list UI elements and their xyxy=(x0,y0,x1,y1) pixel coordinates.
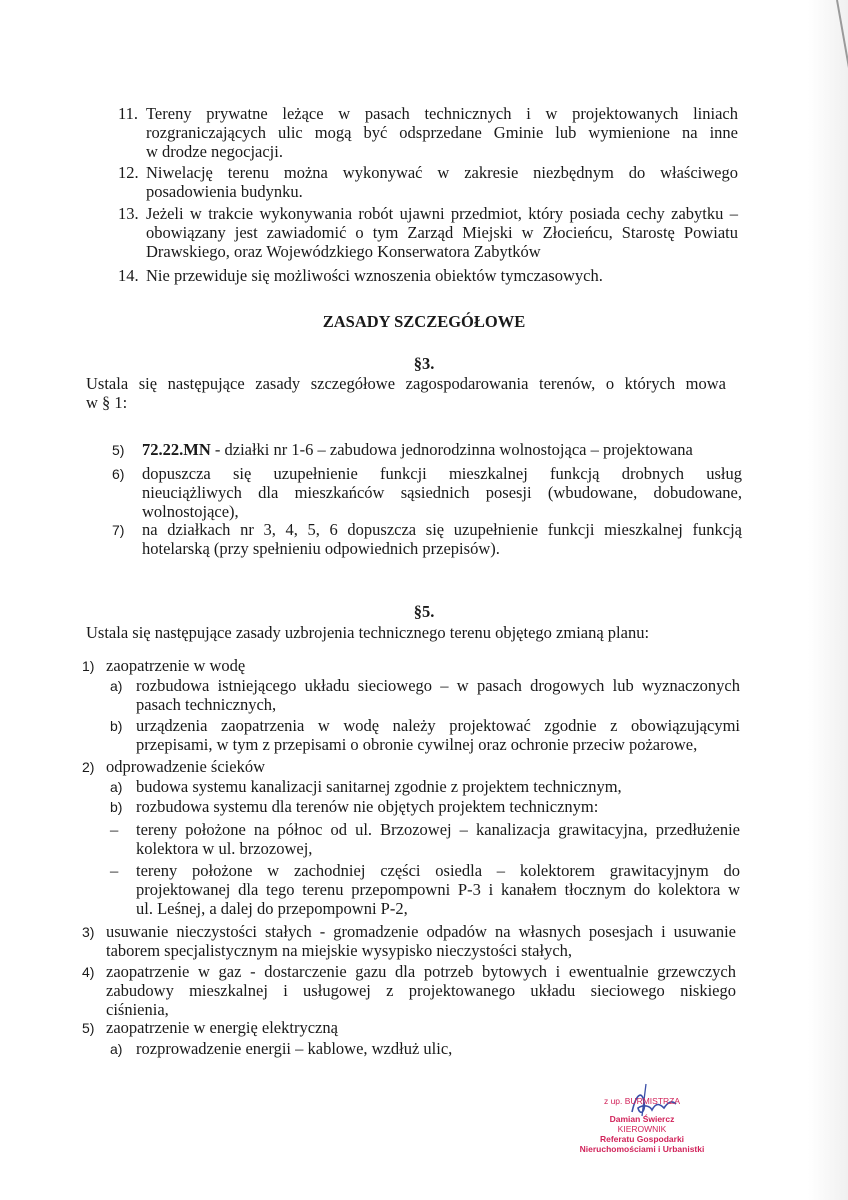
paragraph-3-intro: Ustala się następujące zasady szczegółowe zagospodarowania terenów, o których mowa w § 1: xyxy=(86,374,726,412)
paragraph-5-intro: Ustala się następujące zasady uzbrojenia technicznego terenu objętego zmianą planu: xyxy=(86,623,650,642)
paragraph-3-sign: §3. xyxy=(413,354,435,373)
scan-shadow xyxy=(808,0,848,1200)
paragraph-5-sign: §5. xyxy=(413,602,435,621)
section-heading: ZASADY SZCZEGÓŁOWE xyxy=(322,312,526,331)
zone-code: 72.22.MN xyxy=(142,440,211,459)
document-page: 11. Tereny prywatne leżące w pasach technicznych i w projektowanych liniach rozgraniczających ulic mogą być odsprzedane Gminie lub wymienione na inne w drodze negocjacji. 12. Niwelację terenu można wykonywać w zakresie niezbędnym do właściwego posadowienia budynku. 13. Jeżeli w trakcie wykonywania robót ujawni przedmiot, który posiada cechy zabytku – obowiązany jest zawiadomić o tym Zarząd Miejski w Złocieńcu, Starostę Powiatu Drawskiego, oraz Wojewódzkiego Konserwatora Zabytków 14. Nie przewiduje się możliwości wznoszenia obiektów tymczasowych. ZASADY SZCZEGÓŁOWE §3. Ustala się następujące zasady szczegółowe zagospodarowania terenów, o których mowa w § 1: 5) 72.22.MN - działki nr 1-6 – zabudowa jednorodzinna wolnostojąca – projektowana 6) dopuszcza się uzupełnienie funkcji mieszkalnej funkcją drobnych usług nieuciążliwych dla mieszkańców sąsiednich posesji (wbudowane, dobudowane, wolnostojące), 7) na działkach nr 3, 4, 5, 6 dopuszcza się uzupełnienie funkcji mieszkalnej funkcją hotelarską (przy spełnieniu odpowiednich przepisów). §5. Ustala się następujące zasady uzbrojenia technicznego terenu objętego zmianą planu: 1) zaopatrzenie w wodę a) rozbudowa istniejącego układu sieciowego – w pasach drogowych lub wyznaczonych pasach technicznych, b) urządzenia zaopatrzenia w wodę należy projektować zgodnie z obowiązującymi przepisami, w tym z przepisami o obronie cywilnej oraz ochronie przeciw pożarowe, 2) odprowadzenie ścieków a) budowa systemu kanalizacji sanitarnej zgodnie z projektem technicznym, b) rozbudowa systemu dla terenów nie objętych projektem technicznym: – tereny położone na północ od ul. Brzozowej – kanalizacja grawitacyjna, przedłużenie kolektora w ul. brzozowej, – tereny położone w zachodniej części osiedla – kolektorem grawitacyjnym do projektowanej dla tego terenu przepompowni P-3 i kanałem tłocznym do kolektora w ul. Leśnej, a dalej do przepompowni P-2, 3) usuwanie nieczystości stałych - gromadzenie odpadów na własnych posesjach i usuwanie taborem specjalistycznym na miejskie wysypisko nieczystości stałych, 4) zaopatrzenie w gaz - dostarczenie gazu dla potrzeb bytowych i ewentualnie grzewczych zabudowy mieszkalnej i usługowej z projektowanego układu sieciowego niskiego ciśnienia, 5) zaopatrzenie w energię elektryczną a) rozprowadzenie energii – kablowe, wzdłuż ulic, z up. BURMISTRZA Damian Świercz KIEROWNIK Referatu Gospodarki Nieruchomościami i Urbanistki xyxy=(0,0,848,1200)
official-stamp: z up. BURMISTRZA Damian Świercz KIEROWNIK Referatu Gospodarki Nieruchomościami i Urbanistki xyxy=(579,1096,705,1154)
